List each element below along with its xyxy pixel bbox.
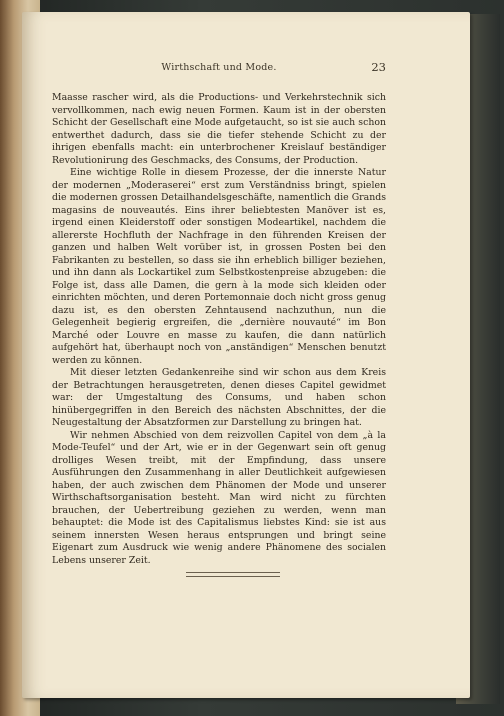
- section-end-rule: [186, 572, 280, 577]
- paragraph-2: Eine wichtige Rolle in diesem Prozesse, der die innerste Natur der modernen „Moderaserei“ erst zum Verständniss bringt, spielen die modernen grossen Detailhandelsgeschäfte, namentlich die Grands magasins de nouveautés. Eins ihrer beliebtesten Manöver ist es, irgend einen Kleiderstoff oder sonstigen Modeartikel, nachdem die allererste Hochfluth der Nachfrage in den führenden Kreisen der ganzen und halben Welt vorüber ist, in grossen Posten bei den Fabrikanten zu bestellen, so dass sie ihn erheblich billiger beziehen, und ihn dann als Lockartikel zum Selbstkostenpreise abzugeben: die Folge ist, dass alle Damen, die gern à la mode sich kleiden oder einrichten möchten, und deren Portemonnaie doch nicht gross genug dazu ist, es den obersten Zehntausend nachzuthun, nun die Gelegenheit begierig ergreifen, die „dernière nouvauté“ im Bon Marché oder Louvre en masse zu kaufen, die dann natürlich aufgehört hat, überhaupt noch von „anständigen“ Menschen benutzt werden zu können.: [52, 167, 386, 366]
- body-text: [52, 92, 386, 567]
- paragraph-1: Maasse rascher wird, als die Productions- und Verkehrstechnik sich vervollkommen, nach ewig neuen Formen. Kaum ist in der obersten Schicht der Gesellschaft eine Mode aufgetaucht, so ist sie auch schon entwerthet dadurch, dass sie die tiefer stehende Schicht zu der ihrigen ebenfalls macht: ein unterbrochener Kreislauf beständiger Revolutionirung des Geschmacks, des Consums, der Production.: [52, 92, 386, 166]
- running-head: Wirthschaft und Mode.: [161, 62, 277, 73]
- page-number: 23: [371, 60, 386, 74]
- page-header: [52, 62, 386, 80]
- paragraph-4: Wir nehmen Abschied von dem reizvollen Capitel von dem „à la Mode-Teufel“ und der Art, wie er in der Gegenwart sein oft genug drolliges Wesen treibt, mit der Empfindung, dass unsere Ausführungen den Zusammenhang in aller Deutlichkeit aufgewiesen haben, der auch zwischen dem Phänomen der Mode und unserer Wirthschaftsorganisation besteht. Man wird nicht zu fürchten brauchen, der Uebertreibung geziehen zu werden, wenn man behauptet: die Mode ist des Capitalismus liebstes Kind: sie ist aus seinem innersten Wesen heraus entsprungen und bringt seine Eigenart zum Ausdruck wie wenig andere Phänomene des socialen Lebens unserer Zeit.: [52, 429, 386, 566]
- paragraph-3: Mit dieser letzten Gedankenreihe sind wir schon aus dem Kreis der Betrachtungen herausgetreten, denen dieses Capitel gewidmet war: der Umgestaltung des Consums, und haben schon hinübergegriffen in den Bereich des nächsten Abschnittes, der die Neugestaltung der Absatzformen zur Darstellung zu bringen hat.: [52, 367, 386, 428]
